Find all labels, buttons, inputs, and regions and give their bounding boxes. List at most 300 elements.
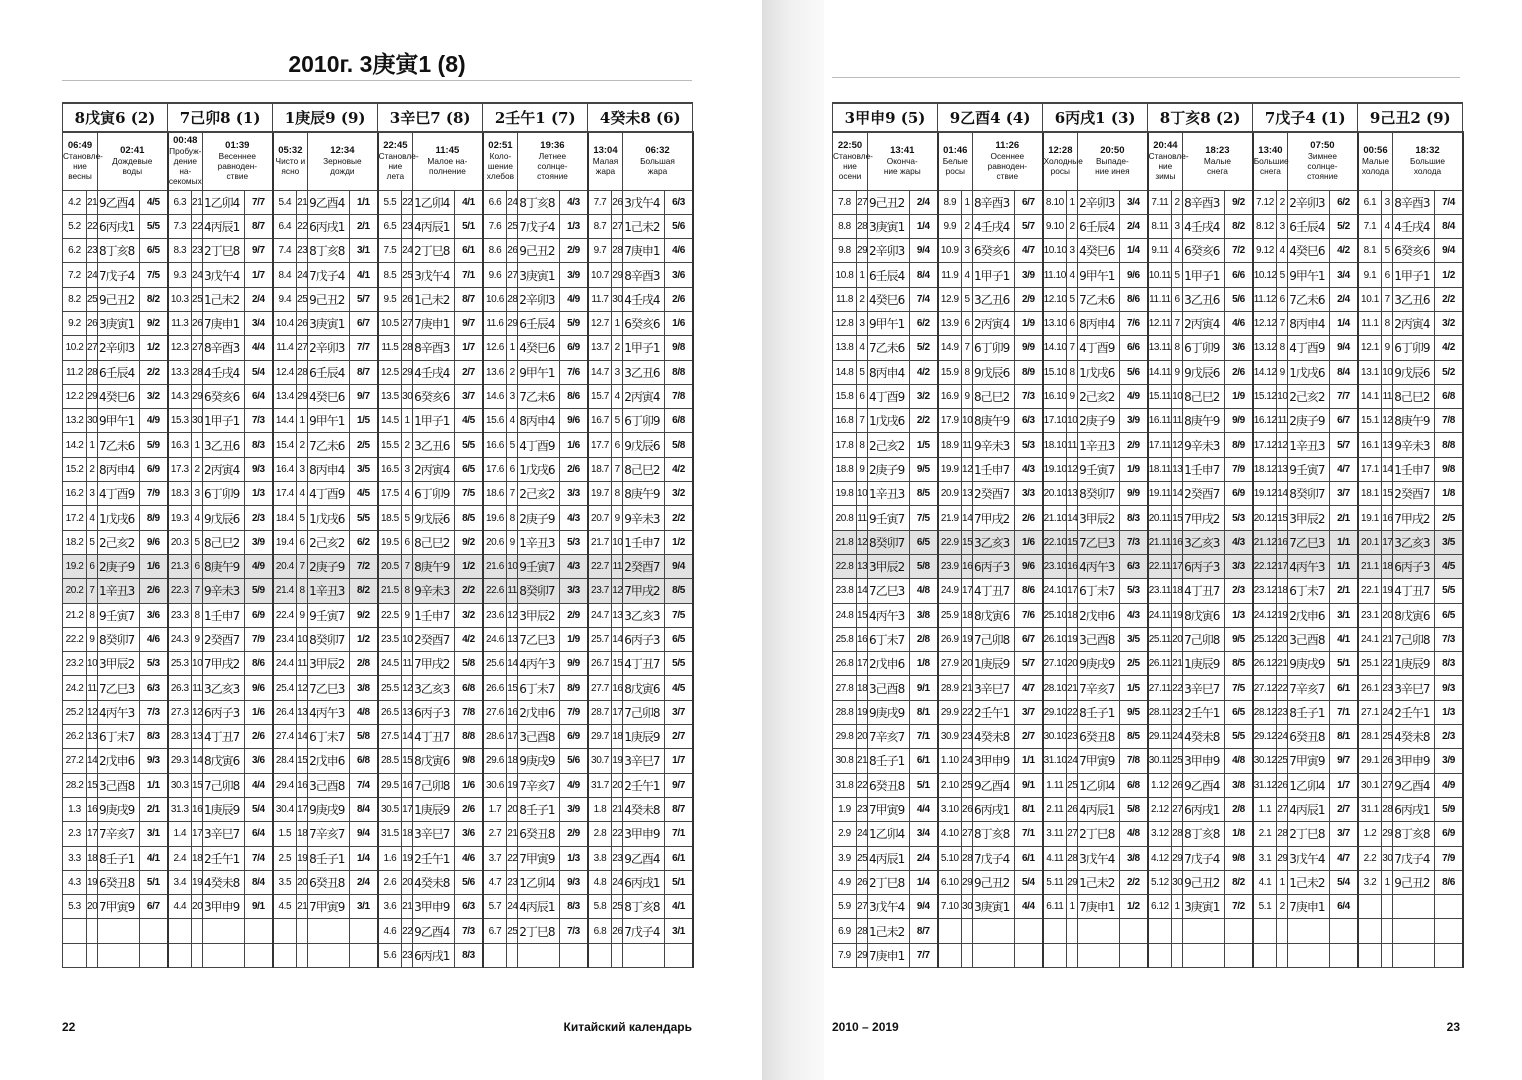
day-date: 7.9 <box>833 943 857 967</box>
day-stars: 2/8 <box>350 652 378 676</box>
day-pillar <box>1393 943 1435 967</box>
day-stars: 7/3 <box>1015 384 1043 408</box>
day-pillar <box>98 919 140 943</box>
lunar-day: 6 <box>962 311 973 335</box>
day-pillar: 9己丑2 <box>868 190 910 214</box>
day-pillar: 3乙丑6 <box>1393 287 1435 311</box>
lunar-day: 24 <box>507 895 518 919</box>
day-pillar: 4癸未8 <box>973 725 1015 749</box>
day-date: 13.9 <box>938 311 962 335</box>
day-pillar: 6丙戌1 <box>1183 797 1225 821</box>
day-date: 2.3 <box>63 822 87 846</box>
day-stars: 1/9 <box>560 627 588 651</box>
lunar-day: 24 <box>297 263 308 287</box>
solar-term-time: 07:50 <box>1310 140 1335 152</box>
day-date: 20.9 <box>938 482 962 506</box>
lunar-day: 28 <box>857 919 868 943</box>
lunar-day: 8 <box>507 506 518 530</box>
lunar-day: 17 <box>1172 554 1183 578</box>
lunar-day: 17 <box>87 822 98 846</box>
day-stars: 7/4 <box>910 287 938 311</box>
solar-term <box>1253 132 1288 190</box>
day-pillar: 7辛亥7 <box>868 725 910 749</box>
day-date: 10.5 <box>378 311 402 335</box>
day-date: 18.12 <box>1253 457 1277 481</box>
lunar-day <box>297 943 308 967</box>
day-date: 14.7 <box>588 360 612 384</box>
day-stars: 7/8 <box>455 700 483 724</box>
day-pillar: 6癸亥6 <box>1183 239 1225 263</box>
lunar-day: 29 <box>1172 846 1183 870</box>
month-header: 8丁亥8 (2) <box>1148 103 1253 132</box>
day-pillar: 6丙戌1 <box>1393 797 1435 821</box>
day-pillar: 8庚午9 <box>973 409 1015 433</box>
day-stars: 6/4 <box>245 822 273 846</box>
day-pillar: 3戊午4 <box>413 263 455 287</box>
day-stars: 6/5 <box>140 239 168 263</box>
lunar-day: 11 <box>612 554 623 578</box>
day-pillar: 2己亥2 <box>868 433 910 457</box>
solar-term-time: 12:28 <box>1048 145 1073 157</box>
day-date: 5.8 <box>588 895 612 919</box>
day-stars: 5/7 <box>1015 214 1043 238</box>
day-pillar: 8丁亥8 <box>1393 822 1435 846</box>
lunar-day: 26 <box>962 797 973 821</box>
lunar-day: 7 <box>962 336 973 360</box>
day-pillar: 1壬申7 <box>1393 457 1435 481</box>
day-stars: 5/5 <box>455 433 483 457</box>
day-pillar: 4丙辰1 <box>1288 797 1330 821</box>
day-stars: 2/6 <box>140 579 168 603</box>
day-pillar: 3甲申9 <box>413 895 455 919</box>
day-pillar: 2辛卯3 <box>1078 190 1120 214</box>
day-date: 3.8 <box>588 846 612 870</box>
day-date: 23.3 <box>168 603 192 627</box>
day-date: 29.3 <box>168 749 192 773</box>
day-date: 4.6 <box>378 919 402 943</box>
day-date: 23.10 <box>1043 554 1067 578</box>
title-rule <box>62 80 692 81</box>
lunar-day: 5 <box>297 506 308 530</box>
day-pillar: 3己酉8 <box>1078 627 1120 651</box>
solar-term-time: 11:26 <box>995 140 1020 152</box>
lunar-day: 12 <box>297 676 308 700</box>
solar-term-time: 13:41 <box>890 145 915 157</box>
day-stars: 2/8 <box>1225 797 1253 821</box>
day-pillar: 3戊午4 <box>1078 846 1120 870</box>
day-date: 8.9 <box>938 190 962 214</box>
day-stars: 7/3 <box>455 919 483 943</box>
lunar-day: 18 <box>962 603 973 627</box>
day-date: 21.7 <box>588 530 612 554</box>
day-date: 2.2 <box>1358 846 1382 870</box>
day-date: 8.8 <box>833 214 857 238</box>
lunar-day: 22 <box>402 919 413 943</box>
lunar-day: 14 <box>1382 457 1393 481</box>
day-date: 16.4 <box>273 457 297 481</box>
day-stars <box>245 919 273 943</box>
day-stars: 8/3 <box>245 433 273 457</box>
lunar-day: 2 <box>1067 214 1078 238</box>
day-pillar: 3辛巳7 <box>1393 676 1435 700</box>
day-stars: 9/3 <box>560 870 588 894</box>
lunar-day: 25 <box>1382 725 1393 749</box>
day-stars: 7/2 <box>1225 239 1253 263</box>
day-date: 5.5 <box>378 190 402 214</box>
day-date: 28.9 <box>938 676 962 700</box>
day-pillar: 9乙酉4 <box>973 773 1015 797</box>
day-date: 5.4 <box>273 190 297 214</box>
day-date: 8.1 <box>1358 239 1382 263</box>
day-pillar: 9壬寅7 <box>518 554 560 578</box>
day-stars: 4/6 <box>1225 311 1253 335</box>
day-date: 18.1 <box>1358 482 1382 506</box>
solar-term-name: Выпаде- ние инея <box>1095 156 1130 177</box>
day-pillar: 6丙子3 <box>1393 554 1435 578</box>
day-stars: 4/3 <box>1015 457 1043 481</box>
day-pillar: 4壬戌4 <box>1393 214 1435 238</box>
lunar-day: 6 <box>857 384 868 408</box>
lunar-day: 6 <box>1067 311 1078 335</box>
day-stars: 1/7 <box>245 263 273 287</box>
day-date <box>483 943 507 967</box>
day-date: 24.8 <box>833 603 857 627</box>
day-pillar: 6丙子3 <box>203 700 245 724</box>
solar-term <box>868 132 938 190</box>
day-date: 8.3 <box>168 239 192 263</box>
lunar-day: 21 <box>1277 652 1288 676</box>
day-pillar <box>1393 895 1435 919</box>
day-stars: 6/2 <box>910 311 938 335</box>
page-number-left: 22 <box>62 1020 76 1034</box>
lunar-day: 26 <box>192 311 203 335</box>
day-stars: 3/8 <box>1120 846 1148 870</box>
day-pillar: 8辛酉3 <box>203 336 245 360</box>
lunar-day: 14 <box>612 627 623 651</box>
solar-term-name: Оконча- ние жары <box>883 156 921 177</box>
lunar-day: 8 <box>1067 360 1078 384</box>
lunar-day: 6 <box>507 457 518 481</box>
day-stars: 6/9 <box>1225 482 1253 506</box>
day-stars: 9/6 <box>1015 554 1043 578</box>
day-pillar: 8辛酉3 <box>1183 190 1225 214</box>
day-date: 2.4 <box>168 846 192 870</box>
day-date: 4.5 <box>273 895 297 919</box>
day-date: 10.8 <box>833 263 857 287</box>
day-pillar: 1甲子1 <box>623 336 665 360</box>
lunar-day: 4 <box>1382 214 1393 238</box>
month-header: 3辛巳7 (8) <box>378 103 483 132</box>
day-pillar: 8丙申4 <box>518 409 560 433</box>
day-date: 29.11 <box>1148 725 1172 749</box>
lunar-day: 20 <box>857 725 868 749</box>
day-date <box>1148 943 1172 967</box>
lunar-day <box>87 943 98 967</box>
lunar-day: 2 <box>857 287 868 311</box>
day-date: 6.11 <box>1043 895 1067 919</box>
lunar-day: 10 <box>612 530 623 554</box>
day-date: 15.10 <box>1043 360 1067 384</box>
day-stars: 3/1 <box>140 822 168 846</box>
day-pillar: 4壬戌4 <box>413 360 455 384</box>
lunar-day: 11 <box>507 579 518 603</box>
day-pillar: 6丙子3 <box>973 554 1015 578</box>
day-pillar: 6癸丑8 <box>1078 725 1120 749</box>
lunar-day: 15 <box>402 749 413 773</box>
lunar-day: 20 <box>1172 627 1183 651</box>
solar-term-name: Пробуж- дение на- секомых <box>168 146 202 187</box>
day-date: 12.4 <box>273 360 297 384</box>
day-date: 10.10 <box>1043 239 1067 263</box>
day-pillar: 8丙申4 <box>308 457 350 481</box>
lunar-day: 3 <box>612 360 623 384</box>
day-date: 28.5 <box>378 749 402 773</box>
lunar-day: 1 <box>612 311 623 335</box>
lunar-day: 4 <box>1067 263 1078 287</box>
lunar-day: 30 <box>612 287 623 311</box>
lunar-day: 20 <box>87 895 98 919</box>
day-stars: 3/1 <box>350 895 378 919</box>
lunar-day: 29 <box>1067 870 1078 894</box>
day-stars: 8/7 <box>350 360 378 384</box>
solar-term <box>973 132 1043 190</box>
day-date: 23.8 <box>833 579 857 603</box>
day-pillar: 3乙亥3 <box>973 530 1015 554</box>
day-date: 3.12 <box>1148 822 1172 846</box>
solar-term <box>1183 132 1253 190</box>
day-pillar: 4壬戌4 <box>203 360 245 384</box>
day-date: 20.1 <box>1358 530 1382 554</box>
day-pillar: 7庚申1 <box>203 311 245 335</box>
solar-term-name: Зимнее солнце- стояние <box>1307 151 1338 182</box>
day-stars: 4/6 <box>665 239 693 263</box>
day-date: 12.12 <box>1253 311 1277 335</box>
day-date: 8.2 <box>63 287 87 311</box>
day-pillar: 6丙子3 <box>413 700 455 724</box>
day-pillar: 2壬午1 <box>203 846 245 870</box>
lunar-day: 11 <box>1382 384 1393 408</box>
day-pillar: 8戊寅6 <box>1393 603 1435 627</box>
day-stars: 9/6 <box>140 530 168 554</box>
solar-term <box>378 132 419 190</box>
lunar-day: 19 <box>1172 603 1183 627</box>
day-date: 27.2 <box>63 749 87 773</box>
lunar-day: 22 <box>962 700 973 724</box>
day-date: 23.12 <box>1253 579 1277 603</box>
lunar-day: 7 <box>1172 311 1183 335</box>
day-date: 23.7 <box>588 579 612 603</box>
day-stars: 6/7 <box>1015 627 1043 651</box>
day-stars: 4/2 <box>455 627 483 651</box>
lunar-day: 12 <box>1277 433 1288 457</box>
lunar-day: 11 <box>297 652 308 676</box>
day-date: 4.4 <box>168 895 192 919</box>
lunar-day: 9 <box>962 384 973 408</box>
day-date: 13.6 <box>483 360 507 384</box>
day-stars: 2/1 <box>1330 579 1358 603</box>
day-stars: 8/4 <box>1330 360 1358 384</box>
lunar-day: 5 <box>1277 263 1288 287</box>
lunar-day: 18 <box>507 749 518 773</box>
day-pillar: 6丁未7 <box>868 627 910 651</box>
day-date: 15.3 <box>168 409 192 433</box>
lunar-day: 19 <box>612 749 623 773</box>
lunar-day: 26 <box>857 870 868 894</box>
day-stars: 4/4 <box>245 336 273 360</box>
day-stars: 4/8 <box>350 700 378 724</box>
lunar-day: 10 <box>297 627 308 651</box>
lunar-day: 27 <box>297 336 308 360</box>
day-stars: 7/9 <box>1435 846 1463 870</box>
day-date: 9.4 <box>273 287 297 311</box>
day-stars: 2/6 <box>665 287 693 311</box>
day-date: 13.8 <box>833 336 857 360</box>
day-stars: 8/5 <box>1120 725 1148 749</box>
day-date: 25.10 <box>1043 603 1067 627</box>
day-date: 29.9 <box>938 700 962 724</box>
day-pillar: 7乙巳3 <box>518 627 560 651</box>
lunar-day: 24 <box>192 263 203 287</box>
day-pillar: 2丙寅4 <box>1393 311 1435 335</box>
lunar-day: 4 <box>87 506 98 530</box>
day-pillar: 9辛未3 <box>413 579 455 603</box>
solar-term-time: 20:50 <box>1100 145 1125 157</box>
lunar-day: 26 <box>1277 773 1288 797</box>
lunar-day: 3 <box>297 457 308 481</box>
day-pillar: 9壬寅7 <box>1288 457 1330 481</box>
day-pillar: 3乙丑6 <box>413 433 455 457</box>
day-pillar: 8戊寅6 <box>413 749 455 773</box>
day-pillar: 2丙寅4 <box>1183 311 1225 335</box>
day-date: 16.8 <box>833 409 857 433</box>
day-pillar: 4丁丑7 <box>203 725 245 749</box>
day-pillar: 4癸未8 <box>1393 725 1435 749</box>
lunar-day: 19 <box>402 846 413 870</box>
lunar-day: 25 <box>507 214 518 238</box>
lunar-day: 10 <box>87 652 98 676</box>
lunar-day: 9 <box>402 603 413 627</box>
day-date: 11.12 <box>1253 287 1277 311</box>
day-stars: 3/5 <box>1435 530 1463 554</box>
lunar-day: 5 <box>612 409 623 433</box>
lunar-day <box>1382 919 1393 943</box>
day-date: 31.12 <box>1253 773 1277 797</box>
day-stars: 4/3 <box>1225 530 1253 554</box>
day-pillar: 7甲戌2 <box>1183 506 1225 530</box>
lunar-day: 22 <box>857 773 868 797</box>
lunar-day: 25 <box>1067 773 1078 797</box>
day-pillar: 8己巳2 <box>413 530 455 554</box>
day-stars: 4/8 <box>1120 822 1148 846</box>
day-date: 19.9 <box>938 457 962 481</box>
day-stars: 7/9 <box>140 482 168 506</box>
day-stars: 4/9 <box>1435 773 1463 797</box>
day-stars: 5/6 <box>665 214 693 238</box>
day-stars: 8/7 <box>665 797 693 821</box>
lunar-day: 12 <box>1382 409 1393 433</box>
lunar-day: 4 <box>612 384 623 408</box>
day-pillar <box>623 943 665 967</box>
day-pillar: 4丁丑7 <box>623 652 665 676</box>
lunar-day: 20 <box>612 773 623 797</box>
day-date: 3.2 <box>1358 870 1382 894</box>
day-pillar: 1甲子1 <box>203 409 245 433</box>
lunar-day: 20 <box>962 652 973 676</box>
day-pillar: 8癸卯7 <box>98 627 140 651</box>
lunar-day: 10 <box>962 409 973 433</box>
day-date: 5.12 <box>1148 870 1172 894</box>
day-stars: 1/3 <box>245 482 273 506</box>
lunar-day: 23 <box>402 943 413 967</box>
lunar-day: 8 <box>1172 336 1183 360</box>
lunar-day: 27 <box>1172 797 1183 821</box>
solar-term-name: Коло- шение хлебов <box>486 151 515 182</box>
day-stars: 2/7 <box>455 360 483 384</box>
day-pillar: 1辛丑3 <box>1078 433 1120 457</box>
day-date: 1.9 <box>833 797 857 821</box>
day-pillar: 3己酉8 <box>868 676 910 700</box>
day-pillar: 3甲辰2 <box>308 652 350 676</box>
day-date: 7.5 <box>378 239 402 263</box>
day-stars: 4/9 <box>560 287 588 311</box>
day-pillar: 7甲寅9 <box>98 895 140 919</box>
day-stars: 5/3 <box>1120 579 1148 603</box>
day-stars: 8/6 <box>1015 579 1043 603</box>
day-date <box>168 919 192 943</box>
lunar-day: 30 <box>1382 846 1393 870</box>
day-pillar: 2辛卯3 <box>308 336 350 360</box>
lunar-day: 11 <box>1172 409 1183 433</box>
day-stars: 6/1 <box>1015 846 1043 870</box>
day-stars: 8/6 <box>1435 870 1463 894</box>
day-stars: 3/6 <box>1225 336 1253 360</box>
solar-term-name: Становле- ние осени <box>833 151 873 182</box>
day-pillar: 3乙亥3 <box>203 676 245 700</box>
day-pillar: 2壬午1 <box>973 700 1015 724</box>
day-pillar: 6癸丑8 <box>868 773 910 797</box>
day-date: 2.8 <box>588 822 612 846</box>
day-stars: 3/3 <box>1015 482 1043 506</box>
day-stars: 3/9 <box>1435 749 1463 773</box>
lunar-day: 3 <box>857 311 868 335</box>
day-stars: 6/9 <box>560 725 588 749</box>
day-stars: 3/7 <box>1015 700 1043 724</box>
day-pillar: 1庚辰9 <box>413 797 455 821</box>
lunar-day <box>1172 919 1183 943</box>
lunar-day: 22 <box>297 214 308 238</box>
lunar-day: 15 <box>297 749 308 773</box>
day-date: 4.9 <box>833 870 857 894</box>
day-pillar: 2己亥2 <box>518 482 560 506</box>
day-date: 12.9 <box>938 287 962 311</box>
day-date: 3.6 <box>378 895 402 919</box>
day-pillar: 9戊辰6 <box>973 360 1015 384</box>
day-stars: 2/2 <box>140 360 168 384</box>
day-date: 13.5 <box>378 384 402 408</box>
day-date: 20.6 <box>483 530 507 554</box>
lunar-day: 4 <box>402 482 413 506</box>
lunar-day: 6 <box>402 530 413 554</box>
day-pillar: 9庚戌9 <box>868 700 910 724</box>
day-stars: 7/1 <box>455 263 483 287</box>
day-date: 28.6 <box>483 725 507 749</box>
lunar-day: 18 <box>1277 579 1288 603</box>
day-date: 19.8 <box>833 482 857 506</box>
day-date: 9.9 <box>938 214 962 238</box>
day-date: 13.7 <box>588 336 612 360</box>
day-pillar: 2己亥2 <box>1078 384 1120 408</box>
day-pillar: 8戊寅6 <box>623 676 665 700</box>
